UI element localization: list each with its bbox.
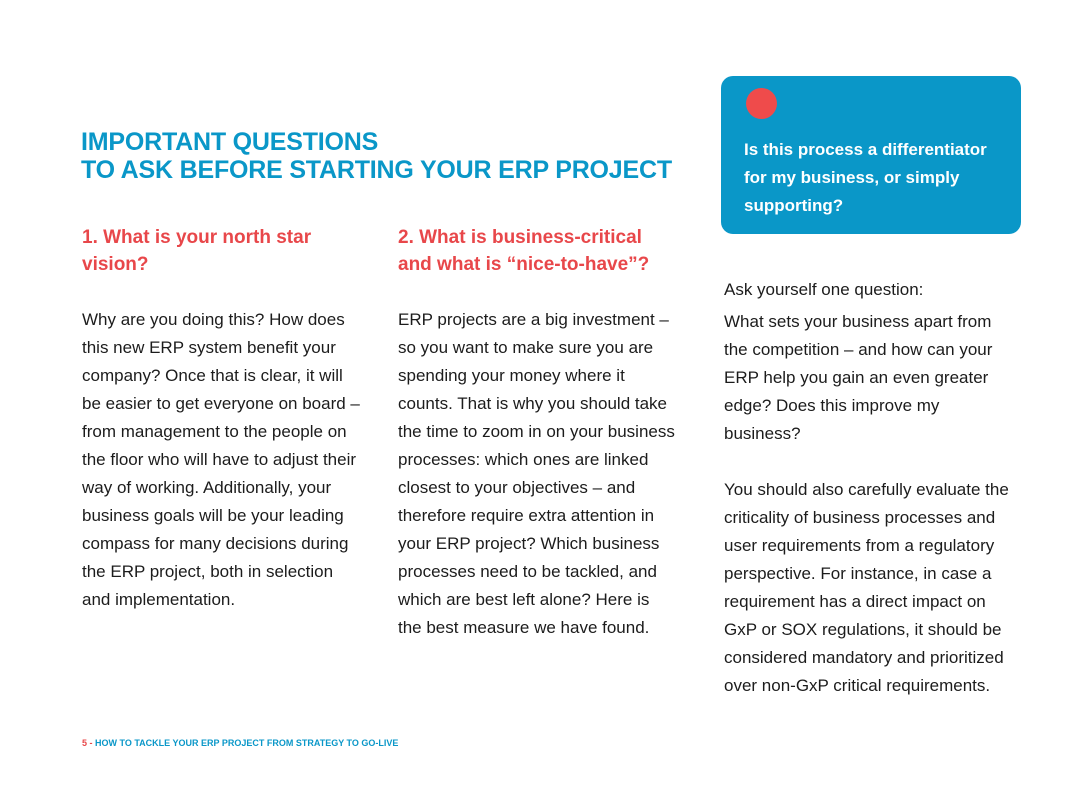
question-column-1 [82, 224, 360, 614]
page-title-line-2: TO ASK BEFORE STARTING YOUR ERP PROJECT [81, 156, 672, 184]
red-dot-icon [746, 88, 777, 119]
right-column-paragraph-2: You should also carefully evaluate the criticality of business processes and user requirements from a regulatory perspective. For instance, in case a requirement has a direct impact on GxP or SOX regulations, it should be considered mandatory and prioritized over non-GxP critical requirements. [724, 480, 1009, 695]
callout-text: Is this process a differentiator for my business, or simply supporting? [744, 140, 987, 215]
page-title [81, 128, 672, 184]
question-column-2 [398, 224, 676, 642]
footer-separator: - [87, 738, 96, 748]
right-column-intro: Ask yourself one question: [724, 280, 924, 299]
question-2-heading: 2. What is business-critical and what is “nice-to-have”? [398, 227, 650, 275]
footer-doc-title: HOW TO TACKLE YOUR ERP PROJECT FROM STRATEGY TO GO-LIVE [95, 738, 399, 748]
question-2-body: ERP projects are a big investment – so you want to make sure you are spending your money where it counts. That is why you should take the time to zoom in on your business processes: which ones are linked closest to your objectives – and therefore require extra attention in your ERP project? Which business processes need to be tackled, and which are best left alone? Here is the best measure we have found. [398, 310, 675, 637]
page-title-line-1: IMPORTANT QUESTIONS [81, 128, 379, 156]
page-number: 5 [82, 738, 88, 748]
page-footer [82, 737, 398, 749]
question-1-heading: 1. What is your north star vision? [82, 227, 312, 275]
right-column-paragraph-1: What sets your business apart from the competition – and how can your ERP help you gain an even greater edge? Does this improve my business? [724, 312, 993, 443]
callout-box [721, 76, 1021, 234]
question-1-body: Why are you doing this? How does this new ERP system benefit your company? Once that is clear, it will be easier to get everyone on board – from management to the people on the floor who will have to adjust their way of working. Additionally, your business goals will be your leading compass for many decisions during the ERP project, both in selection and implementation. [82, 310, 360, 609]
right-column [724, 276, 1014, 700]
